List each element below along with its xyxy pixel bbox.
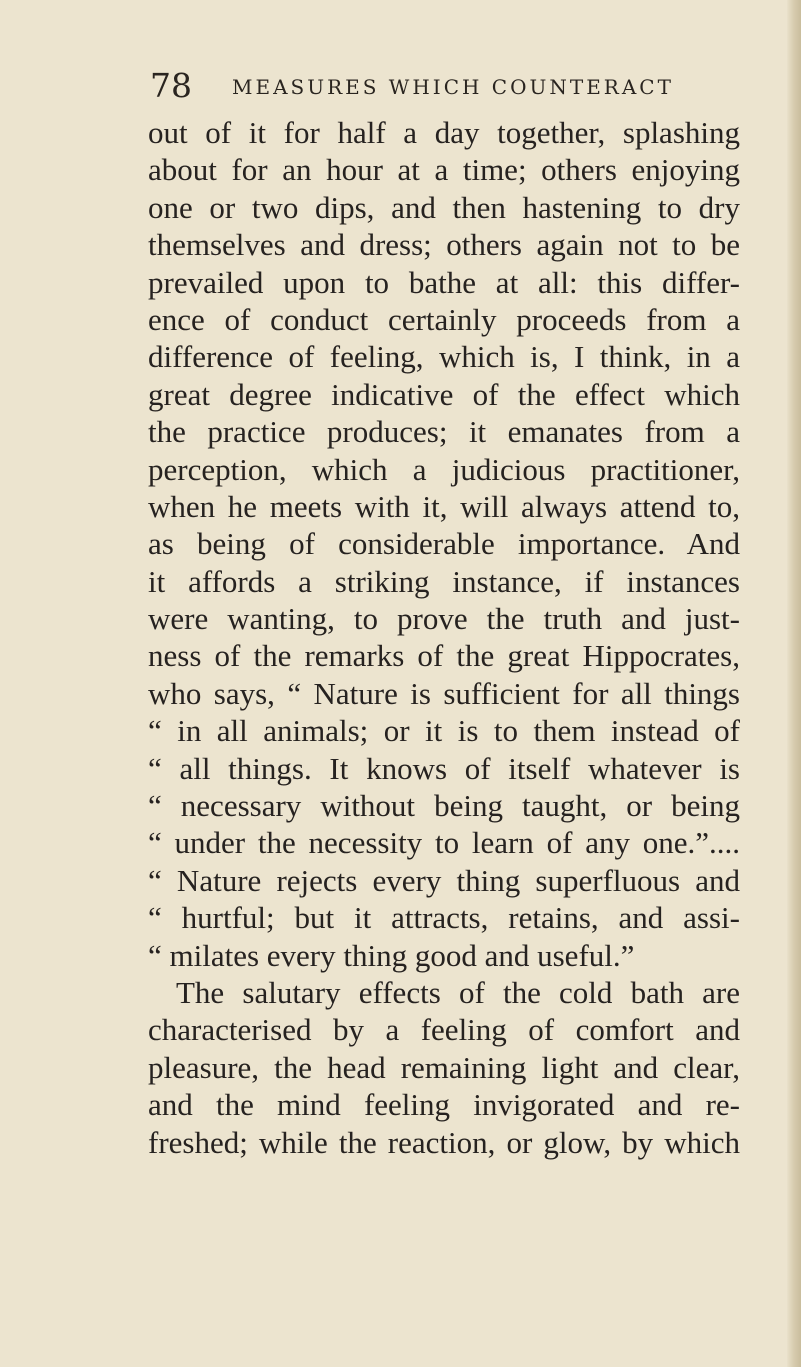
- text-line: The salutary effects of the cold bath are: [176, 974, 740, 1010]
- text-line: “ necessary without being taught, or being: [148, 788, 740, 824]
- text-line: “ under the necessity to learn of any one.”....: [148, 825, 740, 861]
- text-line: freshed; while the reaction, or glow, by which: [148, 1124, 740, 1160]
- text-line: “ milates every thing good and useful.”: [148, 937, 635, 973]
- text-line: “ Nature rejects every thing superfluous and: [148, 862, 740, 898]
- text-line: and the mind feeling invigorated and re-: [148, 1087, 740, 1123]
- text-line: as being of considerable importance. And: [148, 526, 740, 562]
- body-text: [148, 114, 740, 1161]
- text-line: “ all things. It knows of itself whatever is: [148, 750, 740, 786]
- text-line: perception, which a judicious practitioner,: [148, 451, 740, 487]
- text-line: it affords a striking instance, if instances: [148, 563, 740, 599]
- page-edge: [787, 0, 801, 1367]
- text-line: when he meets with it, will always attend to,: [148, 488, 740, 524]
- text-line: “ hurtful; but it attracts, retains, and assi-: [148, 900, 740, 936]
- page-header: [150, 66, 710, 106]
- text-line: “ in all animals; or it is to them instead of: [148, 713, 740, 749]
- page-number: 78: [150, 66, 192, 105]
- text-line: out of it for half a day together, splashing: [148, 115, 740, 150]
- text-line: the practice produces; it emanates from a: [148, 414, 740, 450]
- running-head: MEASURES WHICH COUNTERACT: [232, 75, 674, 99]
- text-line: great degree indicative of the effect which: [148, 376, 740, 412]
- text-line: ness of the remarks of the great Hippocrates,: [148, 638, 740, 674]
- text-line: ence of conduct certainly proceeds from a: [148, 301, 740, 337]
- text-line: were wanting, to prove the truth and just-: [148, 601, 740, 637]
- text-line: about for an hour at a time; others enjoying: [148, 152, 740, 188]
- text-line: difference of feeling, which is, I think, in a: [148, 339, 740, 375]
- text-line: characterised by a feeling of comfort and: [148, 1012, 740, 1048]
- text-line: pleasure, the head remaining light and clear,: [148, 1049, 740, 1085]
- text-line: themselves and dress; others again not to be: [148, 227, 740, 263]
- text-line: one or two dips, and then hastening to dry: [148, 189, 740, 225]
- text-line: who says, “ Nature is sufficient for all things: [148, 675, 740, 711]
- text-line: prevailed upon to bathe at all: this differ-: [148, 264, 740, 300]
